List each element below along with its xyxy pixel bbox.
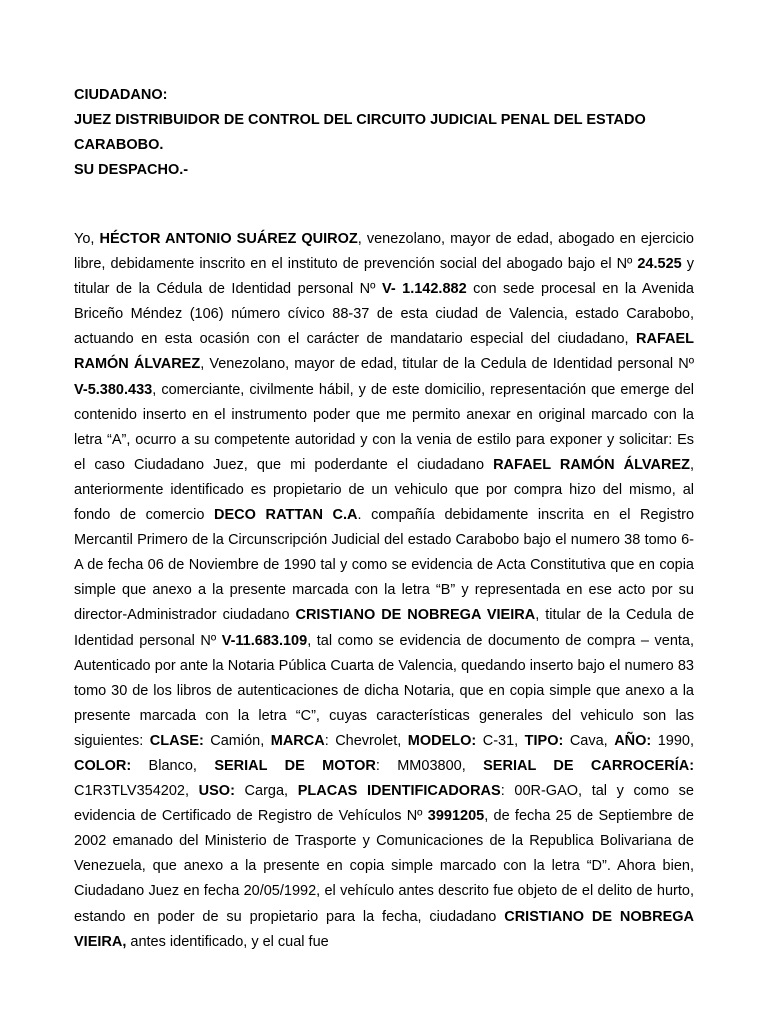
body-text-segment: : MM03800, — [375, 757, 484, 774]
registry-certificate-number: 3991205 — [427, 808, 485, 825]
body-text-segment: : 00R-GAO, tal y como se evidencia de Certificado de Registro de Vehículos Nº — [74, 783, 694, 825]
body-text-segment: , venezolano, mayor de edad, abogado en ejercicio libre, debidamente inscrito en el instituto de prevención social del abogado bajo el Nº — [74, 231, 694, 273]
field-label-tipo: TIPO: — [524, 732, 564, 749]
body-text-segment: y titular de la Cédula de Identidad personal Nº — [74, 256, 694, 298]
field-label-serial-motor: SERIAL DE MOTOR — [214, 757, 376, 774]
administrator-name: CRISTIANO DE NOBREGA VIEIRA — [295, 607, 536, 624]
body-text-segment: con sede procesal en la Avenida Briceño Méndez (106) número cívico 88-37 de esta ciudad de Valencia, estado Carabobo, actuando en esta ocasión con el carácter de mandatario especial del ciudadano, — [74, 281, 694, 348]
body-text-segment: , Venezolano, mayor de edad, titular de la Cedula de Identidad personal Nº — [200, 356, 694, 373]
principal-name: RAFAEL RAMÓN ÁLVAREZ — [493, 456, 690, 473]
field-label-marca: MARCA — [270, 732, 325, 749]
body-text-segment: Camión, — [203, 732, 271, 749]
body-text-segment: Blanco, — [131, 757, 215, 774]
principal-name: RAFAEL RAMÓN ÁLVAREZ — [74, 331, 694, 373]
body-text-segment: antes identificado, y el cual fue — [126, 933, 329, 950]
principal-id-number: V-5.380.433 — [74, 381, 153, 398]
field-label-placas: PLACAS IDENTIFICADORAS — [297, 783, 501, 800]
bar-number: 24.525 — [637, 256, 682, 273]
body-text-segment: , de fecha 25 de Septiembre de 2002 emanado del Ministerio de Trasporte y Comunicaciones de la Republica Bolivariana de Venezuela, que anexo a la presente en copia simple marcado con la letra “D”. Ahora bien, Ciudadano Juez en fecha 20/05/1992, el vehículo antes descrito fue objeto de el delito de hurto, estando en poder de su propietario para la fecha, ciudadano — [74, 808, 694, 925]
body-text-segment: Cava, — [563, 732, 615, 749]
company-name: DECO RATTAN C.A — [214, 507, 358, 524]
field-label-modelo: MODELO: — [407, 732, 477, 749]
addressee-block — [74, 83, 694, 183]
addressee-court: JUEZ DISTRIBUIDOR DE CONTROL DEL CIRCUITO JUDICIAL PENAL DEL ESTADO — [74, 112, 646, 128]
field-label-uso: USO: — [198, 783, 235, 800]
body-text-segment: , tal como se evidencia de documento de compra – venta, Autenticado por ante la Notaria Pública Cuarta de Valencia, quedando inserto bajo el numero 83 tomo 30 de los libros de autenticaciones de dicha Notaria, que en copia simple que anexo a la presente marcada con la letra “C”, cuyas características generales del vehiculo son las siguientes: — [74, 632, 695, 749]
attorney-name: HÉCTOR ANTONIO SUÁREZ QUIROZ — [99, 231, 358, 247]
body-text-segment: , comerciante, civilmente hábil, y de este domicilio, representación que emerge del contenido inserto en el instrumento poder que me permito anexar en original marcado con la letra “A”, ocurro a su competente autoridad y con la venia de estilo para exponer y solicitar: Es el caso Ciudadano Juez, que mi poderdante el ciudadano — [74, 381, 694, 473]
body-text-segment: . compañía debidamente inscrita en el Registro Mercantil Primero de la Circunscripción Judicial del estado Carabobo bajo el numero 38 tomo 6-A de fecha 06 de Noviembre de 1990 tal y como se evidencia de Acta Constitutiva que en copia simple que anexo a la presente marcada con la letra “B” y representada en ese acto por su director-Administrador ciudadano — [74, 507, 695, 624]
body-text-segment: , anteriormente identificado es propietario de un vehiculo que por compra hizo del mismo, al fondo de comercio — [74, 456, 695, 524]
document-page — [74, 83, 694, 955]
field-label-color: COLOR: — [74, 757, 132, 774]
attorney-id-number: V- 1.142.882 — [381, 281, 467, 298]
body-text-segment: : Chevrolet, — [324, 732, 408, 749]
body-text-segment: C1R3TLV354202, — [74, 783, 199, 800]
body-text-segment: Carga, — [234, 783, 298, 800]
field-label-clase: CLASE: — [149, 732, 204, 749]
body-text-segment: , titular de la Cedula de Identidad personal Nº — [74, 607, 695, 649]
administrator-name: CRISTIANO DE NOBREGA VIEIRA, — [74, 908, 694, 950]
addressee-state: CARABOBO. — [74, 137, 164, 153]
body-text-segment: Yo, — [74, 231, 100, 247]
field-label-ano: AÑO: — [614, 732, 652, 749]
body-paragraph — [74, 227, 694, 955]
addressee-closing: SU DESPACHO.- — [74, 162, 189, 178]
body-text-segment: 1990, — [651, 732, 695, 749]
field-label-serial-carroceria: SERIAL DE CARROCERÍA: — [483, 757, 695, 774]
addressee-salutation: CIUDADANO: — [74, 87, 168, 103]
body-text-segment: C-31, — [476, 732, 525, 749]
administrator-id-number: V-11.683.109 — [221, 632, 308, 649]
